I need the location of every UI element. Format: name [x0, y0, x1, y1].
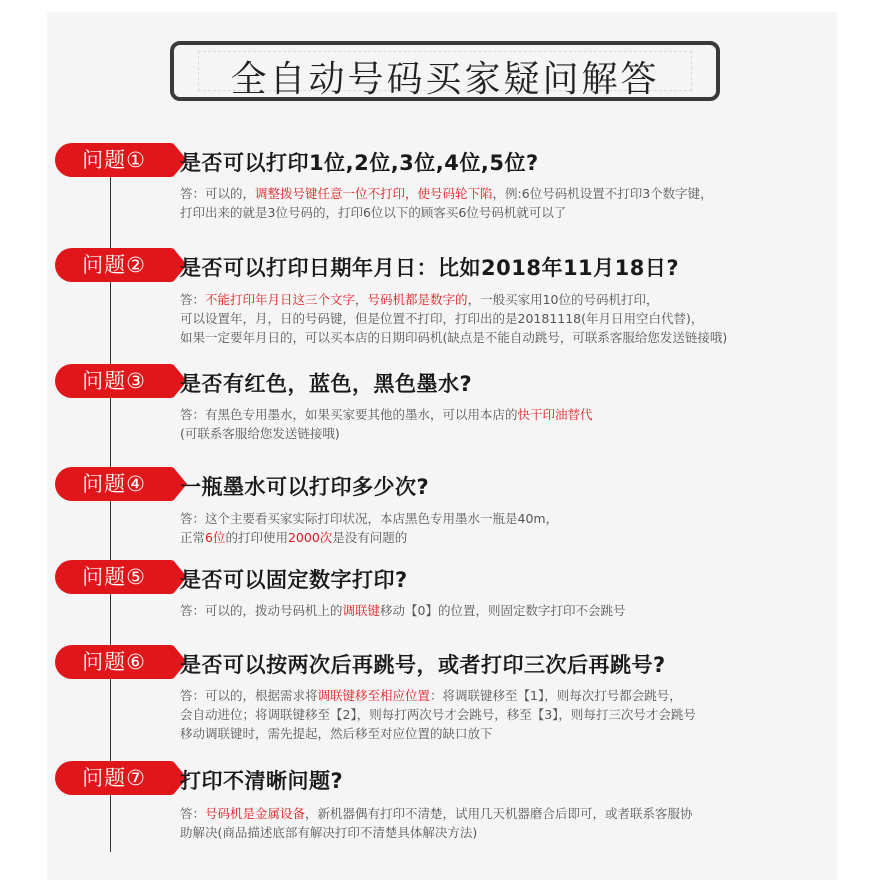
question-badge: 问题③	[55, 364, 173, 398]
answer-segment: 助解决(商品描述底部有解决打印不清楚具体解决方法)	[180, 825, 478, 840]
answer-segment: 移动调联键时，需先提起，然后移至对应位置的缺口放下	[180, 726, 493, 741]
answer-highlight: 快干印油替代	[517, 407, 593, 422]
answer-line	[180, 290, 727, 309]
question-text: 是否可以固定数字打印?	[180, 568, 408, 592]
answer-segment: ，新机器偶有打印不清楚，试用几天机器磨合后即可，或者联系客服协	[305, 806, 693, 821]
answer-text	[180, 601, 626, 620]
answer-segment: 正常	[180, 530, 206, 545]
answer-highlight: 调整拨号键任意一位不打印，使号码轮下陷	[255, 186, 493, 201]
answer-segment: 的打印使用	[225, 530, 288, 545]
answer-segment: 打印出来的就是3位号码的，打印6位以下的顾客买6位号码机就可以了	[180, 205, 567, 220]
answer-line	[180, 686, 696, 705]
answer-line	[180, 424, 593, 443]
answer-line	[180, 203, 713, 222]
answer-line	[180, 823, 693, 842]
answer-line	[180, 309, 727, 328]
answer-line	[180, 705, 696, 724]
question-text: 是否可以打印日期年月日：比如2018年11月18日?	[180, 256, 680, 280]
answer-segment: 答：可以的，拨动号码机上的	[180, 603, 343, 618]
question-text: 一瓶墨水可以打印多少次?	[180, 475, 430, 499]
answer-segment: 答：可以的，根据需求将	[180, 688, 318, 703]
question-badge: 问题①	[55, 143, 173, 177]
answer-segment: 可以设置年，月，日的号码键，但是位置不打印，打印出的是20181118(年月日用空白代替)，	[180, 311, 704, 326]
answer-segment: 如果一定要年月日的，可以买本店的日期印码机(缺点是不能自动跳号，可联系客服给您发送链接哦)	[180, 330, 728, 345]
answer-line	[180, 328, 727, 347]
answer-segment: ，一般买家用10位的号码机打印，	[467, 292, 659, 307]
question-badge: 问题④	[55, 467, 173, 501]
answer-segment: 答：可以的，	[180, 186, 256, 201]
answer-highlight: 不能打印年月日这三个文字	[205, 292, 356, 307]
answer-text	[180, 804, 693, 842]
answer-text	[180, 509, 558, 547]
answer-segment: (可联系客服给您发送链接哦)	[180, 426, 340, 441]
answer-segment: 答：这个主要看买家实际打印状况，本店黑色专用墨水一瓶是40m，	[180, 511, 559, 526]
question-badge: 问题⑥	[55, 645, 173, 679]
answer-text	[180, 290, 727, 347]
answer-segment: 是没有问题的	[332, 530, 408, 545]
page-title: 全自动号码买家疑问解答	[230, 59, 660, 100]
question-text: 是否可以按两次后再跳号，或者打印三次后再跳号?	[180, 653, 666, 677]
answer-segment: 答：	[180, 292, 206, 307]
answer-segment: 移动【0】的位置，则固定数字打印不会跳号	[380, 603, 626, 618]
answer-highlight: 6位	[205, 530, 226, 545]
answer-line	[180, 601, 626, 620]
question-text: 是否可以打印1位,2位,3位,4位,5位?	[180, 151, 539, 175]
answer-line	[180, 804, 693, 823]
answer-segment: 答：	[180, 806, 206, 821]
answer-highlight: 号码机都是数字的	[367, 292, 468, 307]
answer-line	[180, 184, 713, 203]
question-badge: 问题⑦	[55, 761, 173, 795]
answer-line	[180, 509, 558, 528]
answer-segment: 会自动进位；将调联键移至【2】，则每打两次号才会跳号，移至【3】，则每打三次号才会跳号	[180, 707, 696, 722]
answer-segment: ，例:6位号码机设置不打印3个数字键，	[492, 186, 713, 201]
question-text: 打印不清晰问题?	[180, 769, 344, 793]
answer-line	[180, 724, 696, 743]
question-badge: 问题②	[55, 248, 173, 282]
answer-text	[180, 184, 713, 222]
answer-highlight: 号码机是金属设备	[205, 806, 306, 821]
answer-highlight: 调联键移至相应位置	[317, 688, 431, 703]
answer-line	[180, 528, 558, 547]
answer-highlight: 2000次	[287, 530, 333, 545]
answer-highlight: 调联键	[342, 603, 381, 618]
title-frame	[170, 41, 720, 101]
question-text: 是否有红色，蓝色，黑色墨水?	[180, 372, 473, 396]
answer-segment: ，	[355, 292, 368, 307]
answer-text	[180, 686, 696, 743]
answer-segment: ：将调联键移至【1】，则每次打号都会跳号，	[430, 688, 682, 703]
question-badge: 问题⑤	[55, 560, 173, 594]
answer-segment: 答：有黑色专用墨水，如果买家要其他的墨水，可以用本店的	[180, 407, 518, 422]
answer-text	[180, 405, 593, 443]
answer-line	[180, 405, 593, 424]
